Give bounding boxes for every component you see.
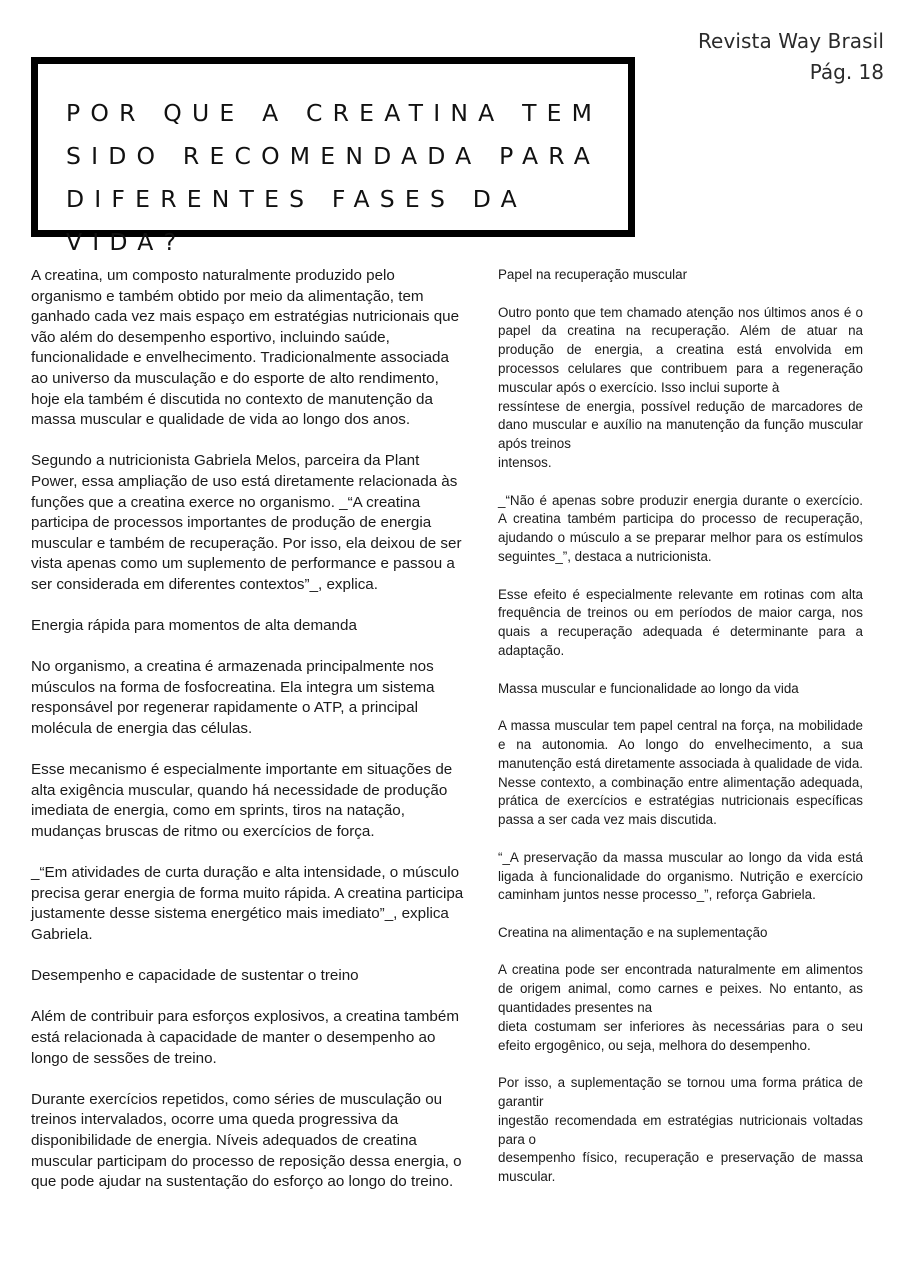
title-line: POR QUE A CREATINA TEM (66, 99, 603, 127)
paragraph-line: intensos. (498, 454, 552, 470)
paragraph-line: Por isso, a suplementação se tornou uma forma prática de garantir (498, 1075, 863, 1110)
title-box (31, 57, 635, 256)
section-subheading: Creatina na alimentação e na suplementação (498, 924, 768, 940)
right-column (498, 266, 863, 1206)
magazine-name: Revista Way Brasil (697, 29, 884, 53)
section-subheading: Energia rápida para momentos de alta demanda (31, 617, 357, 635)
intro-paragraph: A creatina, um composto naturalmente produzido pelo organismo e também obtido por meio da alimentação, tem ganhado cada vez mais espaço em estratégias nutricionais que vão além do desempenho esportivo, incluindo saúde, funcionalidade e envelhecimento. Tradicionalmente associada ao universo da musculação e do esporte de alto rendimento, hoje ela também é discutida no contexto de manutenção da massa muscular e qualidade de vida ao longo dos anos. (31, 267, 460, 429)
body-paragraph (498, 304, 863, 473)
body-paragraph: Durante exercícios repetidos, como séries de musculação ou treinos intervalados, ocorre uma queda progressiva da disponibilidade de energia. Níveis adequados de creatina muscular participam do processo de reposição dessa energia, o que pode ajudar na sustentação do esforço ao longo do treino. (31, 1090, 462, 1191)
section-subheading: Papel na recuperação muscular (498, 267, 688, 282)
paragraph-line: A creatina pode ser encontrada naturalmente em alimentos de origem animal, como carnes e peixes. No entanto, as quantidades presentes na (498, 962, 863, 1016)
section-subheading: Desempenho e capacidade de sustentar o treino (31, 967, 359, 985)
article-title (66, 92, 628, 264)
masthead (698, 26, 884, 88)
body-paragraph: No organismo, a creatina é armazenada principalmente nos músculos na forma de fosfocreatina. Ela integra um sistema responsável por regenerar rapidamente o ATP, a principal molécula de energia das células. (31, 658, 435, 738)
title-line: DIFERENTES FASES DA VIDA? (66, 185, 527, 256)
body-paragraph: Além de contribuir para esforços explosivos, a creatina também está relacionada à capacidade de manter o desempenho ao longo de sessões de treino. (31, 1008, 459, 1067)
quote-paragraph: _“Não é apenas sobre produzir energia durante o exercício. A creatina também participa do processo de recuperação, ajudando o músculo a se preparar melhor para os estímulos seguintes_”, destaca a nutricionista. (498, 492, 863, 564)
body-paragraph: Esse mecanismo é especialmente importante em situações de alta exigência muscular, quando há necessidade de produção imediata de energia, como em sprints, tiros na natação, mudanças bruscas de ritmo ou exercícios de força. (31, 761, 453, 841)
paragraph-line: ressíntese de energia, possível redução de marcadores de dano muscular e auxílio na manutenção da função muscular após treinos (498, 398, 863, 452)
paragraph-line: ingestão recomendada em estratégias nutricionais voltadas para o (498, 1112, 863, 1147)
paragraph-line: Outro ponto que tem chamado atenção nos últimos anos é o papel da creatina na recuperação. Além de atuar na produção de energia, a creatina está envolvida em processos celulares que contribuem para a regeneração muscular após o exercício. Isso inclui suporte à (498, 304, 863, 395)
page-number: Pág. 18 (809, 60, 884, 84)
section-subheading: Massa muscular e funcionalidade ao longo da vida (498, 680, 799, 696)
body-paragraph: Segundo a nutricionista Gabriela Melos, parceira da Plant Power, essa ampliação de uso está diretamente relacionada às funções que a creatina exerce no organismo. _“A creatina participa de processos importantes de produção de energia muscular e também de recuperação. Por isso, ela deixou de ser vista apenas como um suplemento de performance e passou a ser considerada em diferentes contextos”_, explica. (31, 452, 462, 593)
body-paragraph: Esse efeito é especialmente relevante em rotinas com alta frequência de treinos ou em períodos de maior carga, nos quais a recuperação adequada é determinante para a adaptação. (498, 586, 863, 658)
title-line: SIDO RECOMENDADA PARA (66, 142, 601, 170)
quote-paragraph: “_A preservação da massa muscular ao longo da vida está ligada à funcionalidade do organismo. Nutrição e exercício caminham juntos nesse processo_”, reforça Gabriela. (498, 849, 863, 903)
quote-paragraph: _“Em atividades de curta duração e alta intensidade, o músculo precisa gerar energia de forma muito rápida. A creatina participa justamente desse sistema energético mais imediato”_, explica Gabriela. (31, 864, 464, 943)
paragraph-line: dieta costumam ser inferiores às necessárias para o seu efeito ergogênico, ou seja, melhora do desempenho. (498, 1018, 863, 1053)
body-paragraph (498, 1074, 863, 1187)
left-column (31, 266, 466, 1213)
paragraph-line: desempenho físico, recuperação e preservação de massa muscular. (498, 1150, 863, 1185)
body-paragraph: A massa muscular tem papel central na força, na mobilidade e na autonomia. Ao longo do envelhecimento, a sua manutenção está diretamente associada à qualidade de vida. Nesse contexto, a combinação entre alimentação adequada, prática de exercícios e estratégias nutricionais específicas passa a ser cada vez mais discutida. (498, 718, 863, 828)
body-paragraph (498, 961, 863, 1055)
